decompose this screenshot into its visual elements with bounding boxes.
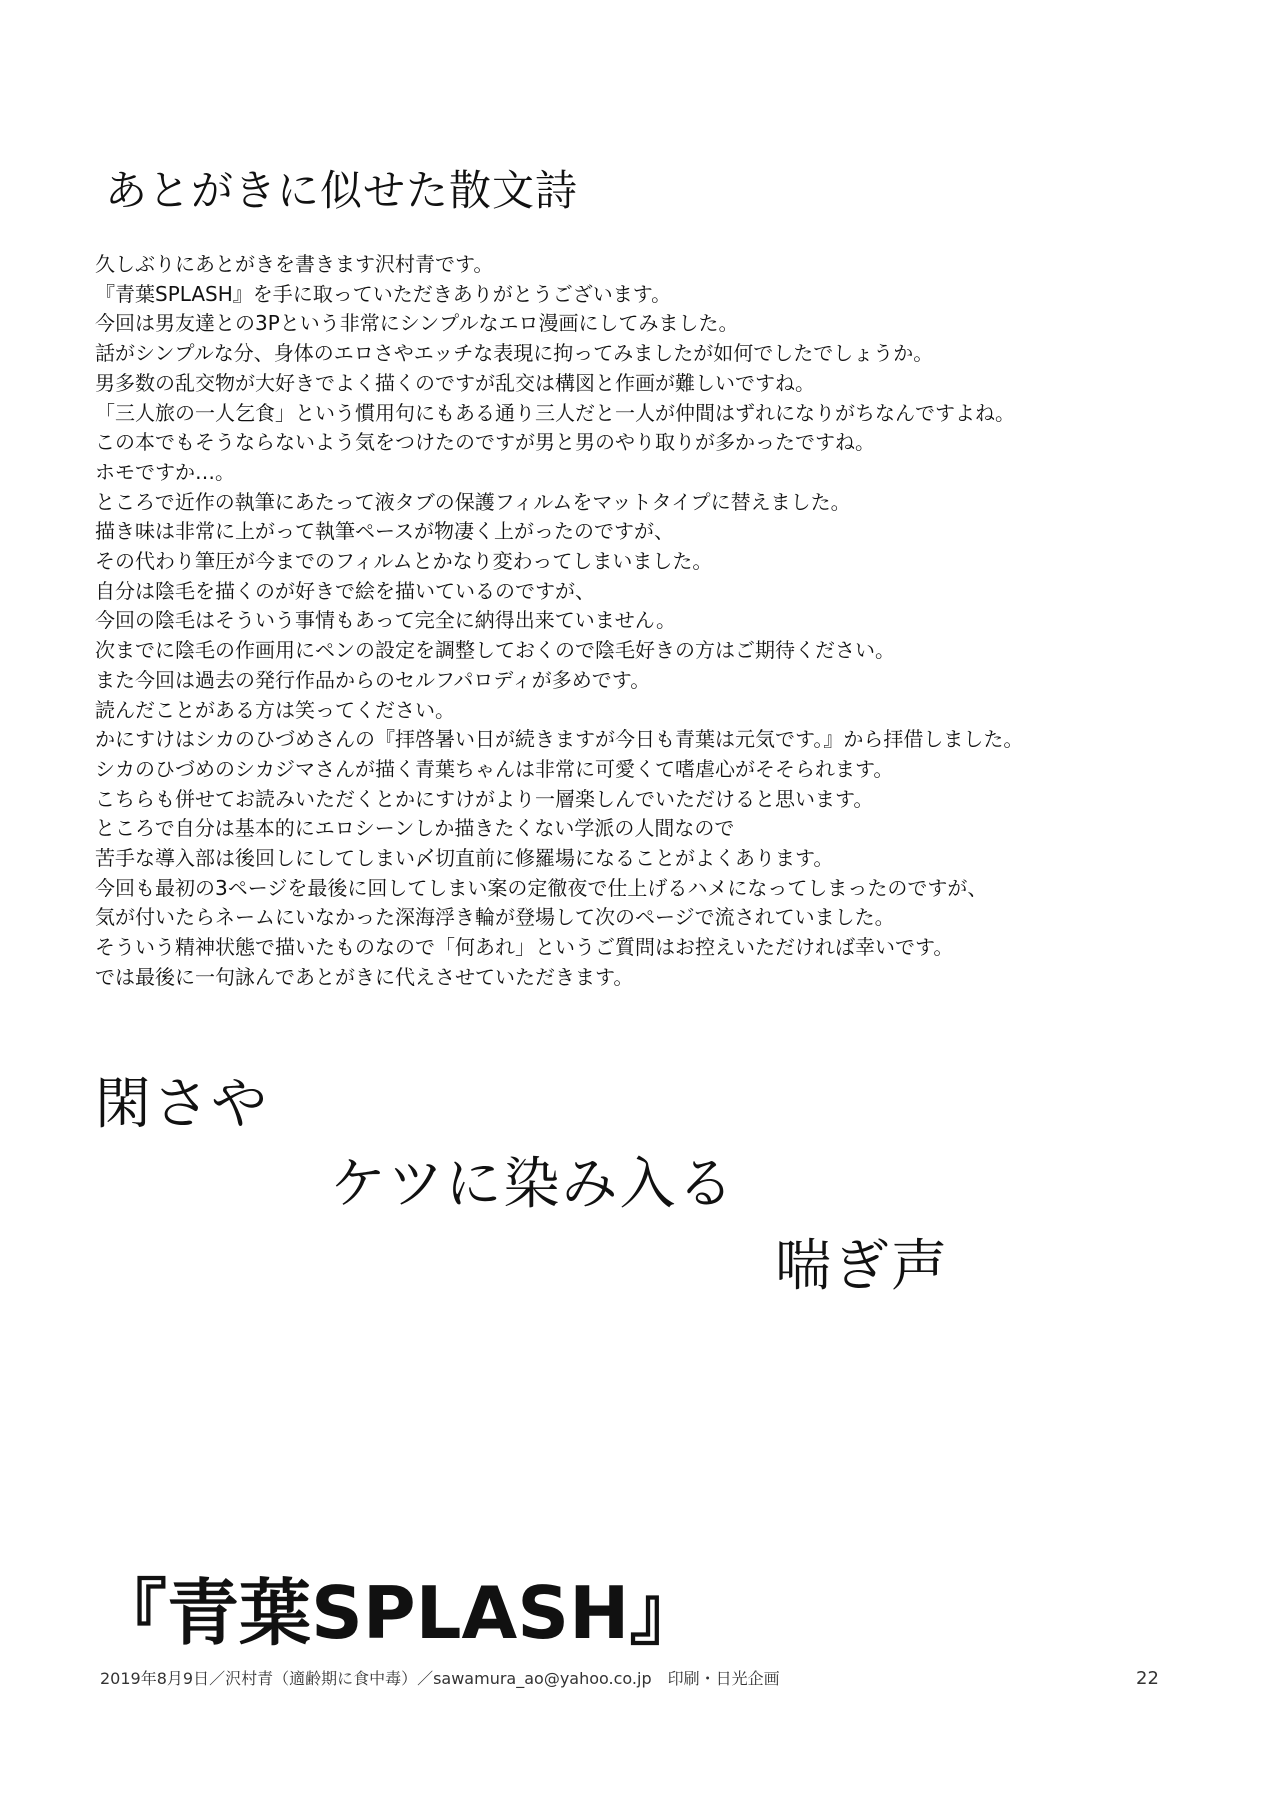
haiku-line-1: 閑さや — [95, 1072, 269, 1137]
body-line: 話がシンプルな分、身体のエロさやエッチな表現に拘ってみましたが如何でしたでしょうか。 — [95, 341, 934, 366]
body-line: 読んだことがある方は笑ってください。 — [95, 697, 455, 722]
body-line: かにすけはシカのひづめさんの『拝啓暑い日が続きますが今日も青葉は元気です。』から拝借しました。 — [95, 727, 1024, 752]
page-number: 22 — [1136, 1668, 1159, 1689]
body-line: 苦手な導入部は後回しにしてしまい〆切直前に修羅場になることがよくあります。 — [95, 846, 834, 871]
body-line: シカのひづめのシカジマさんが描く青葉ちゃんは非常に可愛くて嗜虐心がそそられます。 — [95, 756, 894, 781]
body-line: ところで自分は基本的にエロシーンしか描きたくない学派の人間なので — [95, 816, 735, 841]
body-line: では最後に一句詠んであとがきに代えさせていただきます。 — [95, 964, 634, 989]
body-line: 久しぶりにあとがきを書きます沢村青です。 — [95, 252, 494, 276]
body-line: その代わり筆圧が今までのフィルムとかなり変わってしまいました。 — [95, 549, 713, 574]
body-line: こちらも併せてお読みいただくとかにすけがより一層楽しんでいただけると思います。 — [95, 786, 874, 811]
body-line: 「三人旅の一人乞食」という慣用句にもある通り三人だと一人が仲間はずれになりがちなんですよね。 — [95, 400, 1015, 425]
body-line: 『青葉SPLASH』を手に取っていただきありがとうございます。 — [95, 281, 672, 306]
body-line: また今回は過去の発行作品からのセルフパロディが多めです。 — [95, 667, 651, 692]
body-line: 今回も最初の3ページを最後に回してしまい案の定徹夜で仕上げるハメになってしまったのですが、 — [95, 875, 988, 900]
colophon: 2019年8月9日／沢村青（適齢期に食中毒）／sawamura_ao@yahoo.co.jp 印刷・日光企画 — [100, 1669, 780, 1688]
body-line: そういう精神状態で描いたものなので「何あれ」というご質問はお控えいただければ幸いです。 — [95, 935, 954, 960]
body-line: 男多数の乱交物が大好きでよく描くのですが乱交は構図と作画が難しいですね。 — [95, 370, 815, 395]
page-title: あとがきに似せた散文詩 — [105, 166, 579, 215]
body-line: 気が付いたらネームにいなかった深海浮き輪が登場して次のページで流されていました。 — [95, 905, 895, 930]
body-line: 自分は陰毛を描くのが好きで絵を描いているのですが、 — [95, 578, 595, 603]
book-title: 『青葉SPLASH』 — [95, 1571, 702, 1655]
body-line: この本でもそうならないよう気をつけたのですが男と男のやり取りが多かったですね。 — [95, 430, 875, 455]
body-line: 今回は男友達との3Pという非常にシンプルなエロ漫画にしてみました。 — [95, 311, 739, 336]
body-line: ホモですか…。 — [95, 459, 235, 484]
haiku-line-3: 喘ぎ声 — [775, 1234, 949, 1299]
body-line: 次までに陰毛の作画用にペンの設定を調整しておくので陰毛好きの方はご期待ください。 — [95, 638, 895, 663]
body-line: 描き味は非常に上がって執筆ペースが物凄く上がったのですが、 — [95, 519, 674, 544]
body-line: 今回の陰毛はそういう事情もあって完全に納得出来ていません。 — [95, 608, 676, 633]
haiku-line-2: ケツに染み入る — [330, 1152, 736, 1217]
afterword-body — [95, 250, 1265, 993]
body-line: ところで近作の執筆にあたって液タブの保護フィルムをマットタイプに替えました。 — [95, 489, 851, 514]
